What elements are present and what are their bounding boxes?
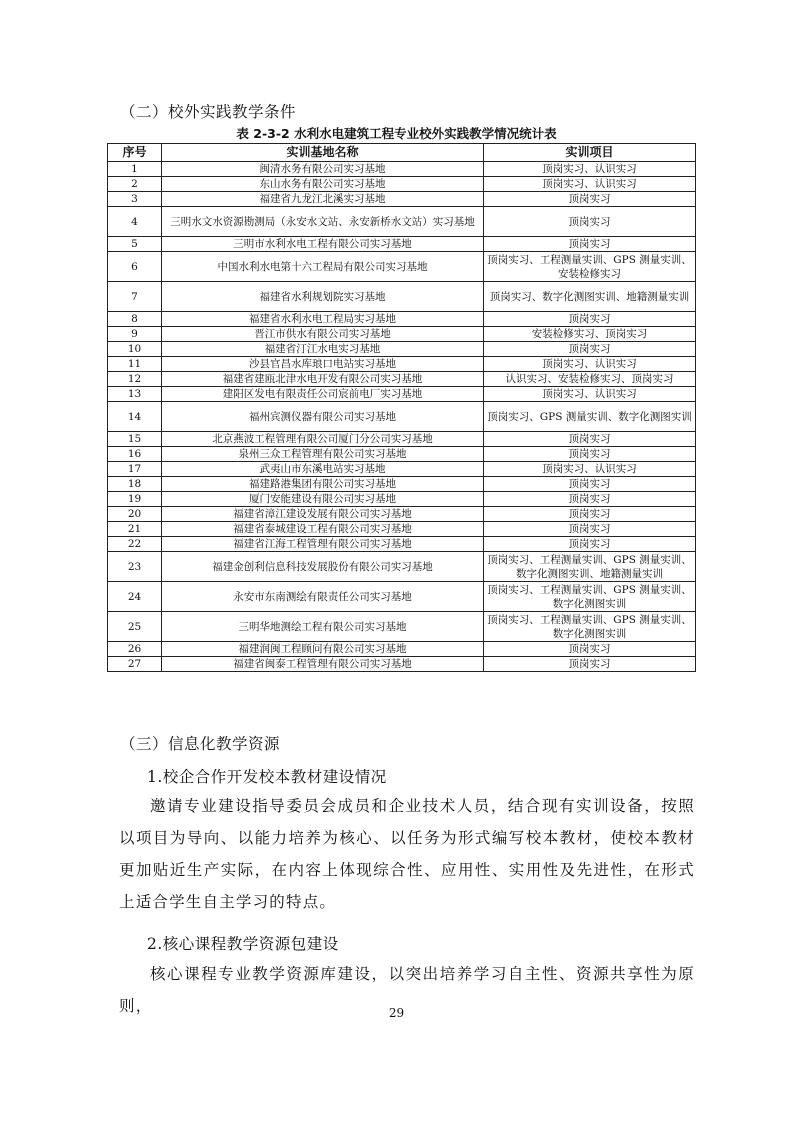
- row-project: 顶岗实习: [484, 642, 696, 657]
- row-index: 6: [108, 252, 162, 282]
- table-row: [108, 447, 696, 462]
- row-project: 顶岗实习、数字化测图实训、地籍测量实训: [484, 282, 696, 312]
- row-project: 顶岗实习、工程测量实训、GPS 测量实训、安装检修实习: [484, 252, 696, 282]
- row-project: 顶岗实习、工程测量实训、GPS 测量实训、数字化测图实训: [484, 612, 696, 642]
- table-row: [108, 312, 696, 327]
- row-index: 1: [108, 162, 162, 177]
- row-base-name: 福建省水利规划院实习基地: [162, 282, 484, 312]
- row-index: 5: [108, 237, 162, 252]
- table-caption: 表 2-3-2 水利水电建筑工程专业校外实践教学情况统计表: [236, 126, 557, 141]
- practice-base-table: [107, 143, 696, 672]
- row-project: 顶岗实习: [484, 207, 696, 237]
- row-base-name: 福建省泰城建设工程有限公司实习基地: [162, 522, 484, 537]
- row-index: 3: [108, 192, 162, 207]
- table-row: [108, 387, 696, 402]
- row-base-name: 厦门安能建设有限公司实习基地: [162, 492, 484, 507]
- row-project: 顶岗实习: [484, 312, 696, 327]
- page-number: 29: [388, 1006, 405, 1020]
- row-base-name: 福建省漳江建设发展有限公司实习基地: [162, 507, 484, 522]
- table-body: [108, 162, 696, 672]
- row-base-name: 沙县官昌水库琅口电站实习基地: [162, 357, 484, 372]
- row-base-name: 东山水务有限公司实习基地: [162, 177, 484, 192]
- row-project: 顶岗实习: [484, 522, 696, 537]
- row-project: 顶岗实习: [484, 507, 696, 522]
- item1-paragraph: 邀请专业建设指导委员会成员和企业技术人员，结合现有实训设备，按照以项目为导向、以能力培养为核心、以任务为形式编写校本教材，使校本教材更加贴近生产实际，在内容上体现综合性、应用性、实用性及先进性，在形式上适合学生自主学习的特点。: [119, 797, 695, 911]
- table-row: [108, 357, 696, 372]
- row-project: 顶岗实习: [484, 342, 696, 357]
- row-project: 顶岗实习: [484, 477, 696, 492]
- row-index: 10: [108, 342, 162, 357]
- row-base-name: 福建省闽泰工程管理有限公司实习基地: [162, 657, 484, 672]
- row-project: 顶岗实习: [484, 492, 696, 507]
- row-base-name: 北京燕波工程管理有限公司厦门分公司实习基地: [162, 432, 484, 447]
- row-index: 23: [108, 552, 162, 582]
- row-index: 19: [108, 492, 162, 507]
- table-row: [108, 192, 696, 207]
- row-project: 顶岗实习、认识实习: [484, 177, 696, 192]
- row-index: 27: [108, 657, 162, 672]
- row-index: 21: [108, 522, 162, 537]
- table-row: [108, 177, 696, 192]
- table-row: [108, 492, 696, 507]
- table-row: [108, 642, 696, 657]
- header-index: 序号: [108, 144, 162, 162]
- row-index: 26: [108, 642, 162, 657]
- row-project: 顶岗实习、认识实习: [484, 162, 696, 177]
- row-project: 顶岗实习: [484, 432, 696, 447]
- table-row: [108, 477, 696, 492]
- table-row: [108, 462, 696, 477]
- row-base-name: 福建路港集团有限公司实习基地: [162, 477, 484, 492]
- row-base-name: 武夷山市东溪电站实习基地: [162, 462, 484, 477]
- row-project: 顶岗实习、认识实习: [484, 357, 696, 372]
- row-base-name: 福建金创利信息科技发展股份有限公司实习基地: [162, 552, 484, 582]
- row-base-name: 三明华地测绘工程有限公司实习基地: [162, 612, 484, 642]
- row-index: 13: [108, 387, 162, 402]
- table-row: [108, 432, 696, 447]
- row-index: 20: [108, 507, 162, 522]
- table-row: [108, 162, 696, 177]
- table-row: [108, 237, 696, 252]
- item2-heading: 2.核心课程教学资源包建设: [147, 935, 339, 953]
- row-index: 14: [108, 402, 162, 432]
- row-base-name: 福建省水利水电工程局实习基地: [162, 312, 484, 327]
- row-project: 顶岗实习: [484, 537, 696, 552]
- row-index: 25: [108, 612, 162, 642]
- row-base-name: 闽清水务有限公司实习基地: [162, 162, 484, 177]
- header-base-name: 实训基地名称: [162, 144, 484, 162]
- row-project: 顶岗实习: [484, 657, 696, 672]
- subsection-heading: （三）信息化教学资源: [120, 735, 281, 753]
- row-index: 11: [108, 357, 162, 372]
- table-row: [108, 552, 696, 582]
- row-index: 8: [108, 312, 162, 327]
- table-row: [108, 207, 696, 237]
- table-row: [108, 252, 696, 282]
- table-row: [108, 402, 696, 432]
- row-base-name: 福州宾测仪器有限公司实习基地: [162, 402, 484, 432]
- table-row: [108, 657, 696, 672]
- row-project: 顶岗实习、GPS 测量实训、数字化测图实训: [484, 402, 696, 432]
- row-project: 认识实习、安装检修实习、顶岗实习: [484, 372, 696, 387]
- table-row: [108, 537, 696, 552]
- row-index: 4: [108, 207, 162, 237]
- table-row: [108, 327, 696, 342]
- row-project: 顶岗实习: [484, 237, 696, 252]
- row-index: 15: [108, 432, 162, 447]
- row-base-name: 福建润闽工程顾问有限公司实习基地: [162, 642, 484, 657]
- row-base-name: 福建省九龙江北溪实习基地: [162, 192, 484, 207]
- row-project: 顶岗实习、工程测量实训、GPS 测量实训、数字化测图实训、地籍测量实训: [484, 552, 696, 582]
- row-index: 12: [108, 372, 162, 387]
- row-project: 顶岗实习、认识实习: [484, 462, 696, 477]
- row-base-name: 福建省汀江水电实习基地: [162, 342, 484, 357]
- row-base-name: 建阳区发电有限责任公司宸前电厂实习基地: [162, 387, 484, 402]
- row-index: 2: [108, 177, 162, 192]
- row-base-name: 三明市水利水电工程有限公司实习基地: [162, 237, 484, 252]
- row-base-name: 泉州三众工程管理有限公司实习基地: [162, 447, 484, 462]
- row-index: 7: [108, 282, 162, 312]
- row-project: 顶岗实习: [484, 447, 696, 462]
- row-index: 9: [108, 327, 162, 342]
- row-base-name: 永安市东南测绘有限责任公司实习基地: [162, 582, 484, 612]
- table-row: [108, 282, 696, 312]
- row-project: 顶岗实习、认识实习: [484, 387, 696, 402]
- row-index: 24: [108, 582, 162, 612]
- row-base-name: 中国水利水电第十六工程局有限公司实习基地: [162, 252, 484, 282]
- row-index: 22: [108, 537, 162, 552]
- row-index: 17: [108, 462, 162, 477]
- item1-heading: 1.校企合作开发校本教材建设情况: [147, 768, 387, 786]
- row-project: 顶岗实习: [484, 192, 696, 207]
- header-project: 实训项目: [484, 144, 696, 162]
- table-row: [108, 372, 696, 387]
- table-row: [108, 522, 696, 537]
- row-project: 顶岗实习、工程测量实训、GPS 测量实训、数字化测图实训: [484, 582, 696, 612]
- item2-paragraph: 核心课程专业教学资源库建设，以突出培养学习自主性、资源共享性为原则，: [119, 965, 695, 1015]
- table-row: [108, 582, 696, 612]
- section-heading: （二）校外实践教学条件: [120, 103, 297, 121]
- table-row: [108, 507, 696, 522]
- table-row: [108, 612, 696, 642]
- row-base-name: 晋江市供水有限公司实习基地: [162, 327, 484, 342]
- row-base-name: 福建省江海工程管理有限公司实习基地: [162, 537, 484, 552]
- row-index: 18: [108, 477, 162, 492]
- table-header-row: [108, 144, 696, 162]
- row-index: 16: [108, 447, 162, 462]
- table-row: [108, 342, 696, 357]
- row-project: 安装检修实习、顶岗实习: [484, 327, 696, 342]
- row-base-name: 三明水文水资源勘测局（永安水文站、永安新桥水文站）实习基地: [162, 207, 484, 237]
- row-base-name: 福建省建瓯北津水电开发有限公司实习基地: [162, 372, 484, 387]
